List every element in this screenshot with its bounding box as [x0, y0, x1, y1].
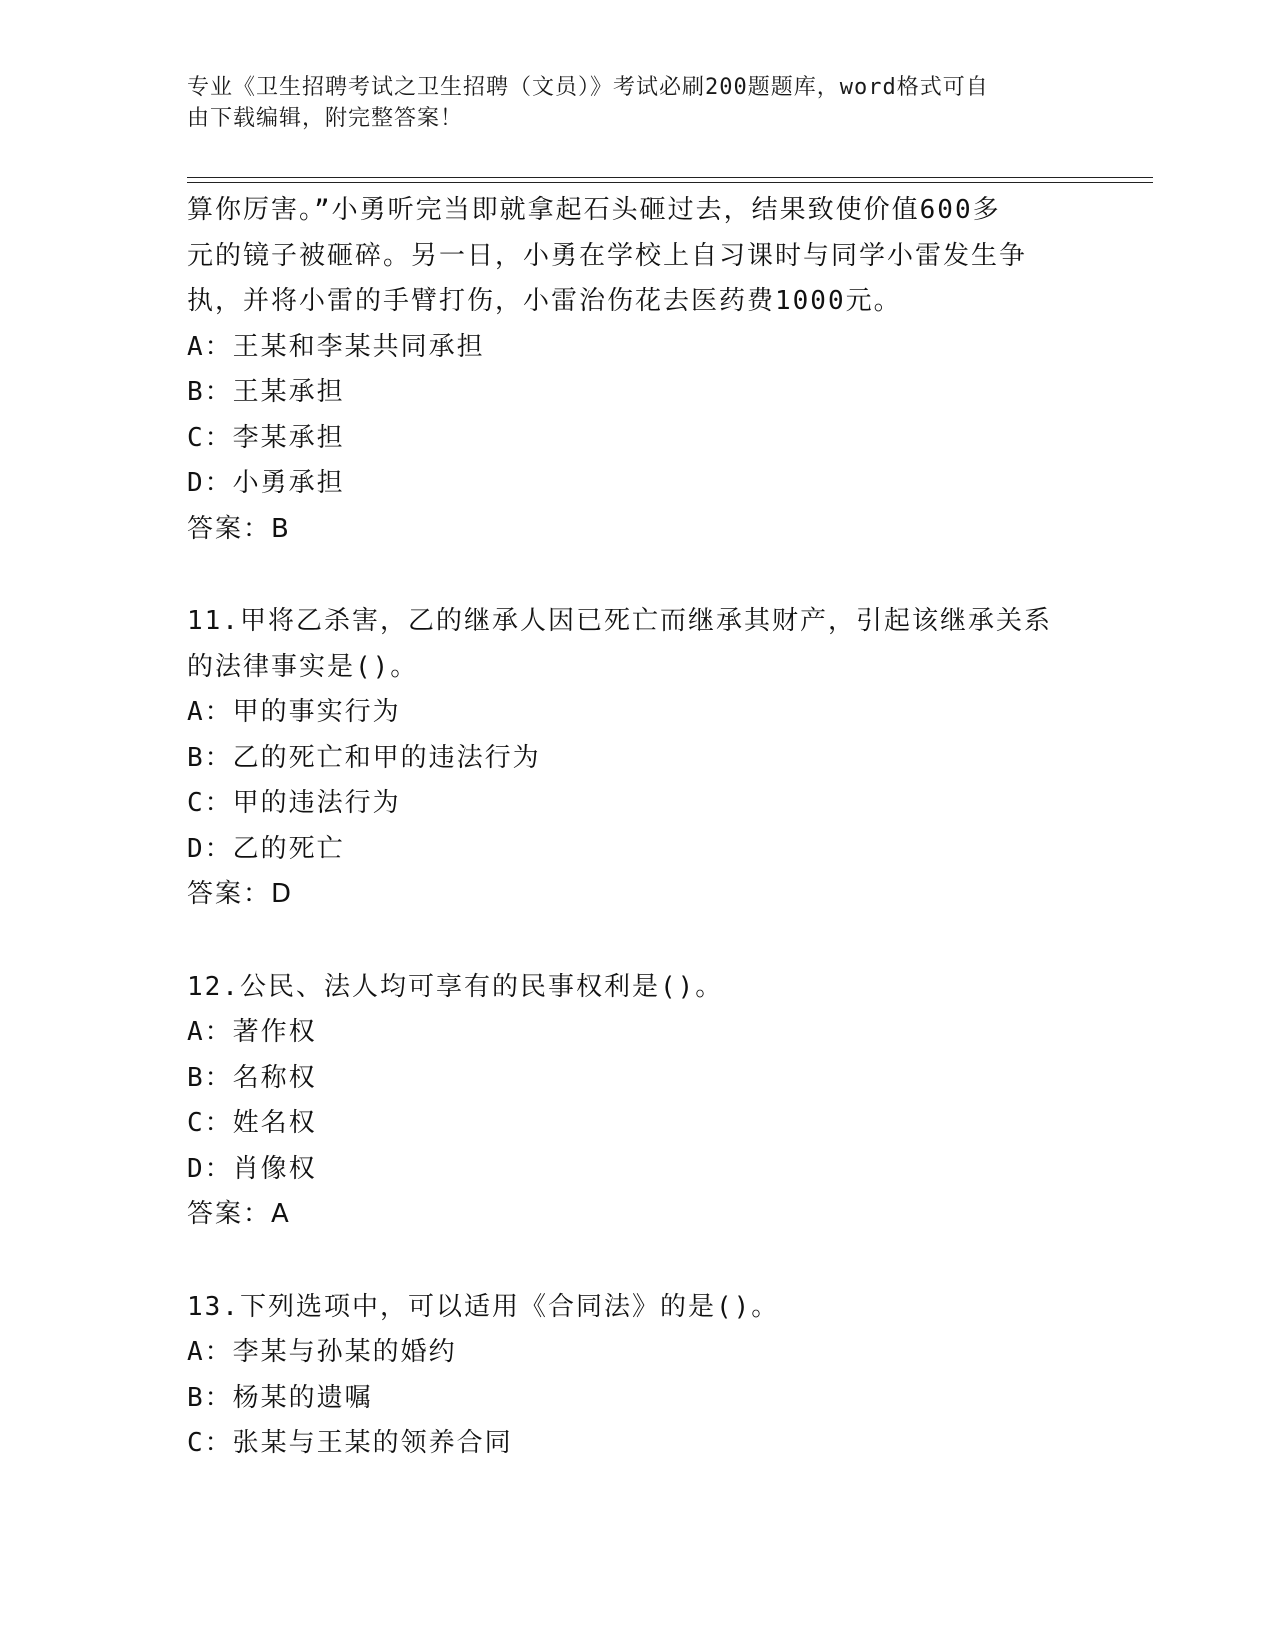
option-d: D：乙的死亡 [187, 833, 345, 864]
option-c: C：甲的违法行为 [187, 788, 401, 818]
document-header [187, 72, 1067, 134]
option-b: B：杨某的遗嘱 [187, 1382, 373, 1413]
option-a: A：李某与孙某的婚约 [187, 1337, 457, 1367]
option-a: A：甲的事实行为 [187, 697, 401, 727]
question-13 [187, 1285, 1087, 1467]
header-line-2: 由下载编辑，附完整答案！ [187, 106, 464, 131]
header-line-1: 专业《卫生招聘考试之卫生招聘（文员）》考试必刷200题题库，word格式可自 [187, 75, 989, 100]
header-divider-bottom [187, 182, 1153, 183]
question-text: 元的镜子被砸碎。另一日，小勇在学校上自习课时与同学小雷发生争 [187, 240, 1028, 271]
answer: 答案：D [187, 879, 294, 909]
header-divider-top [187, 177, 1153, 178]
answer: 答案：B [187, 513, 291, 544]
question-11 [187, 599, 1087, 918]
option-a: A：著作权 [187, 1017, 317, 1047]
option-b: B：名称权 [187, 1062, 317, 1093]
option-d: D：小勇承担 [187, 468, 345, 498]
option-c: C：姓名权 [187, 1108, 317, 1138]
question-12 [187, 965, 1087, 1238]
option-d: D：肖像权 [187, 1153, 317, 1184]
answer: 答案：A [187, 1199, 291, 1229]
option-a: A：王某和李某共同承担 [187, 331, 485, 362]
question-text: 执，并将小雷的手臂打伤，小雷治伤花去医药费1000元。 [187, 286, 902, 316]
option-c: C：张某与王某的领养合同 [187, 1428, 513, 1458]
question-10 [187, 188, 1087, 552]
document-body [187, 188, 1087, 1467]
question-text: 12.公民、法人均可享有的民事权利是()。 [187, 971, 724, 1002]
option-b: B：王某承担 [187, 377, 345, 407]
question-text: 的法律事实是()。 [187, 651, 419, 682]
question-text: 算你厉害。”小勇听完当即就拿起石头砸过去，结果致使价值600多 [187, 195, 1001, 225]
question-text: 13.下列选项中，可以适用《合同法》的是()。 [187, 1291, 780, 1322]
option-c: C：李某承担 [187, 422, 345, 453]
question-text: 11.甲将乙杀害，乙的继承人因已死亡而继承其财产，引起该继承关系 [187, 606, 1052, 636]
option-b: B：乙的死亡和甲的违法行为 [187, 742, 541, 773]
